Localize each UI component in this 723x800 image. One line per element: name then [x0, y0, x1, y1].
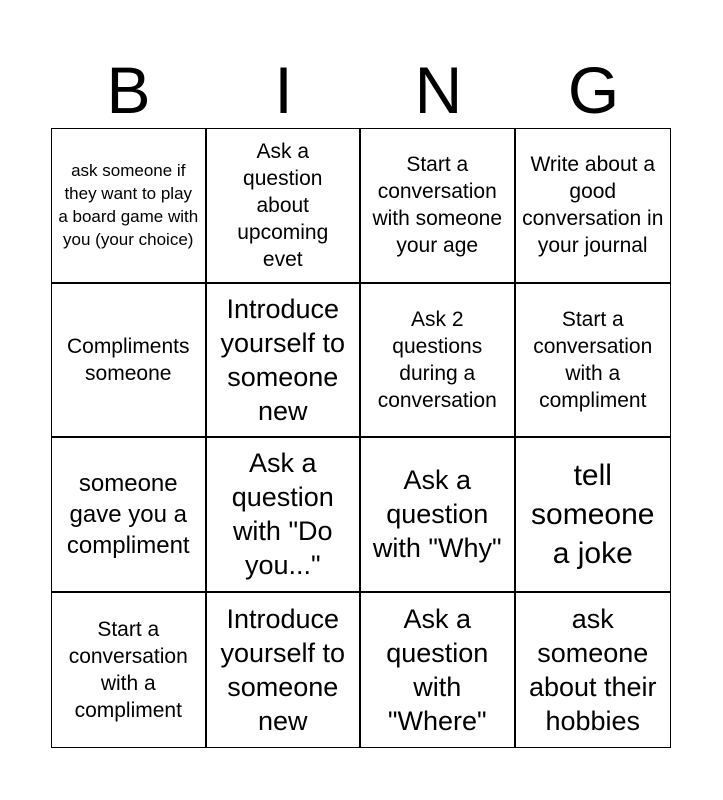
- cell-text: someone gave you a compliment: [66, 469, 190, 559]
- cell-text: ask someone about their hobbies: [528, 603, 657, 736]
- bingo-cell-r4c2[interactable]: [207, 593, 362, 748]
- cell-text: Ask a question with "Why": [372, 465, 502, 564]
- bingo-cell-r4c1[interactable]: [52, 593, 207, 748]
- bingo-cell-r3c4[interactable]: [516, 438, 671, 593]
- bingo-cell-r3c2[interactable]: [207, 438, 362, 593]
- cell-text: Start a conversation with someone your age: [372, 153, 503, 258]
- cell-text: Ask a question with "Do you...": [231, 448, 334, 581]
- cell-text: ask someone if they want to play a board game with you (your choice): [58, 161, 199, 250]
- cell-text: Introduce yourself to someone new: [220, 603, 346, 736]
- cell-text: Start a conversation with a compliment: [533, 307, 653, 412]
- header-letter-i: I: [274, 53, 293, 127]
- bingo-cell-r1c2[interactable]: [207, 129, 362, 284]
- cell-text: Ask a question about upcoming evet: [237, 139, 329, 271]
- header-letter-b: B: [106, 53, 151, 127]
- cell-text: Ask a question with "Where": [386, 603, 489, 736]
- cell-text: Ask 2 questions during a conversation: [377, 307, 497, 412]
- bingo-cell-r4c3[interactable]: [361, 593, 516, 748]
- cell-text: Introduce yourself to someone new: [220, 293, 346, 426]
- cell-text: tell someone a joke: [531, 458, 655, 570]
- bingo-cell-r1c4[interactable]: [516, 129, 671, 284]
- bingo-cell-r2c3[interactable]: [361, 284, 516, 439]
- bingo-cell-r3c1[interactable]: [52, 438, 207, 593]
- header-letter-g: G: [567, 53, 620, 127]
- bingo-cell-r2c1[interactable]: [52, 284, 207, 439]
- bingo-board: [51, 128, 671, 748]
- bingo-cell-r2c4[interactable]: [516, 284, 671, 439]
- cell-text: Write about a good conversation in your journal: [522, 153, 664, 258]
- header-letter-n: N: [414, 53, 463, 127]
- bingo-cell-r1c3[interactable]: [361, 129, 516, 284]
- bingo-cell-r1c1[interactable]: [52, 129, 207, 284]
- cell-text: Compliments someone: [66, 334, 190, 385]
- bingo-cell-r4c4[interactable]: [516, 593, 671, 748]
- cell-text: Start a conversation with a compliment: [68, 617, 188, 722]
- bingo-header: [51, 52, 671, 128]
- bingo-cell-r3c3[interactable]: [361, 438, 516, 593]
- bingo-cell-r2c2[interactable]: [207, 284, 362, 439]
